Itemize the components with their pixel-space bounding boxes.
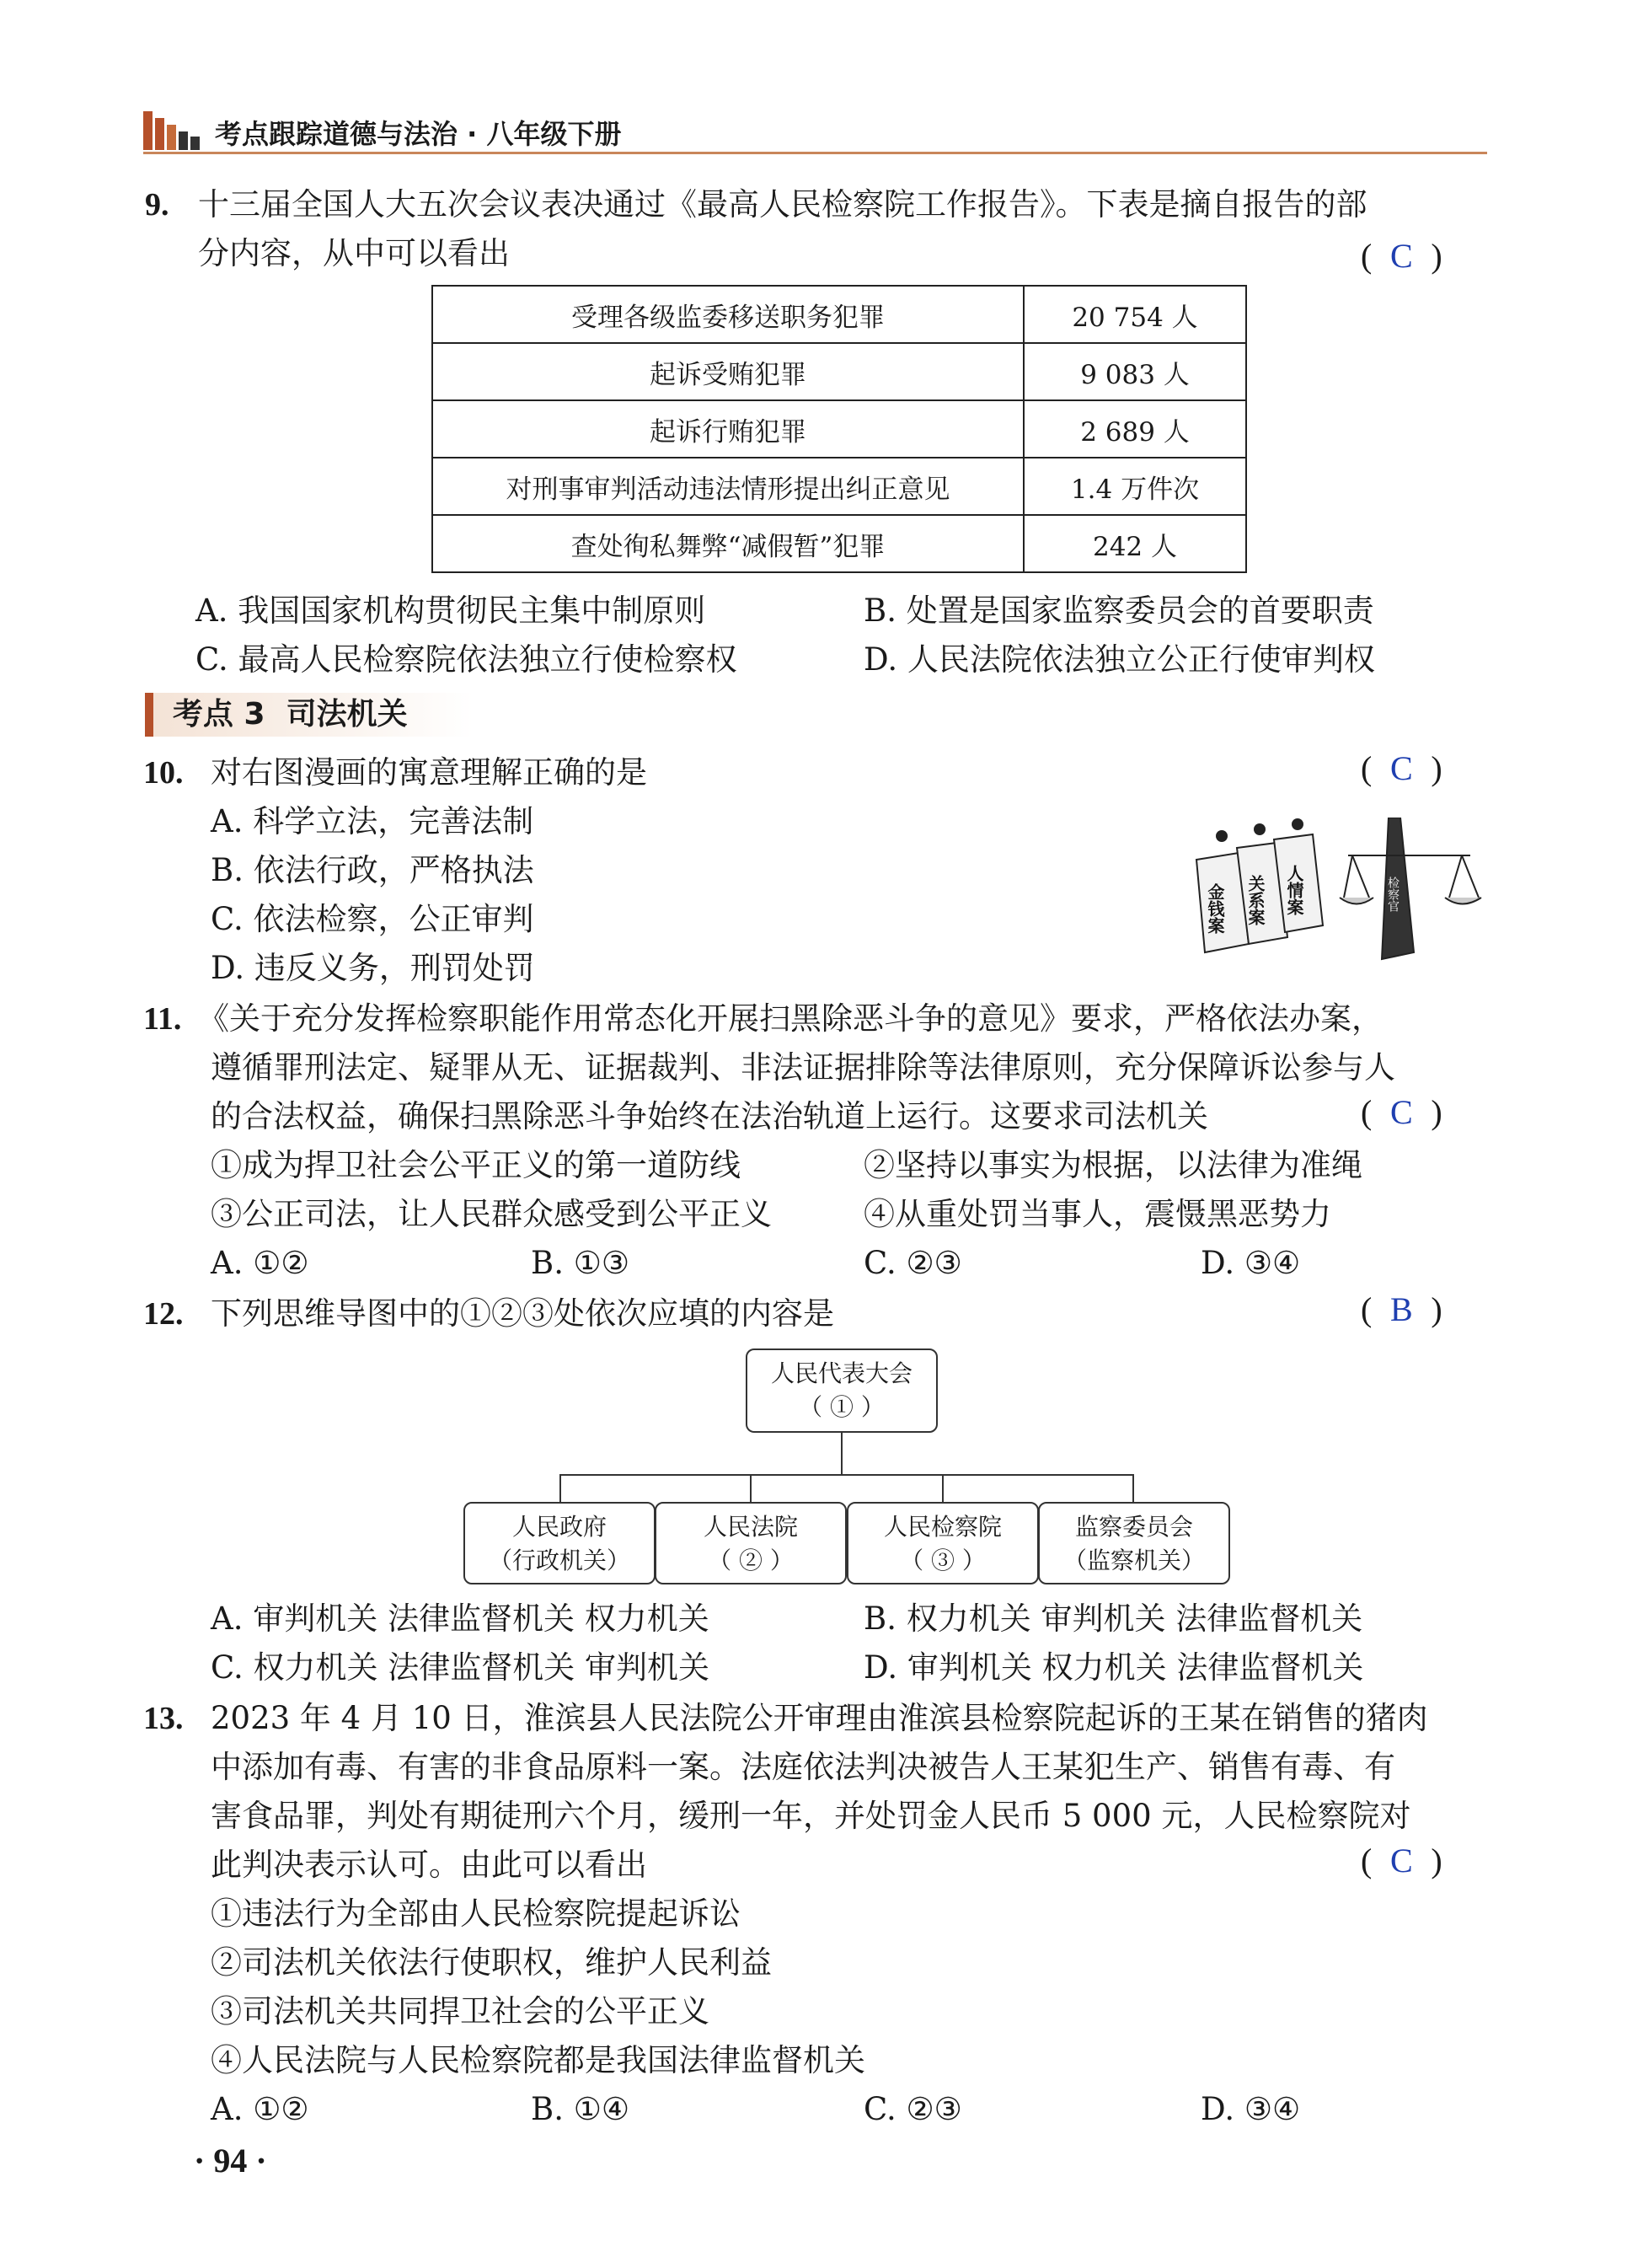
- q9-option-c: C. 最高人民检察院依法独立行使检察权: [195, 641, 737, 678]
- table-row: [432, 343, 1246, 400]
- q10-option-a: A. 科学立法，完善法制: [211, 803, 534, 839]
- q12-answer: ( B ): [1361, 1290, 1442, 1328]
- q9-number: 9.: [145, 187, 169, 223]
- table-cell-value: 242 人: [1024, 515, 1246, 572]
- q11-stem-line3: 的合法权益，确保扫黑除恶斗争始终在法治轨道上运行。这要求司法机关: [211, 1098, 1208, 1134]
- table-cell-item: 查处徇私舞弊“减假暂”犯罪: [432, 515, 1024, 572]
- table-cell-item: 起诉行贿犯罪: [432, 400, 1024, 458]
- q13-statement-1: ①违法行为全部由人民检察院提起诉讼: [211, 1895, 741, 1932]
- table-row: [432, 286, 1246, 343]
- q11-statement-3: ③公正司法，让人民群众感受到公平正义: [211, 1196, 772, 1232]
- mindmap-box-government: [463, 1502, 656, 1584]
- header-logo-icon: [143, 110, 202, 150]
- section-label: 考点 3 司法机关: [173, 697, 408, 732]
- table-cell-value: 9 083 人: [1024, 343, 1246, 400]
- q12-mindmap: [455, 1348, 1247, 1584]
- q13-stem-line2: 中添加有毒、有害的非食品原料一案。法庭依法判决被告人王某犯生产、销售有毒、有: [211, 1749, 1395, 1785]
- table-cell-item: 对刑事审判活动违法情形提出纠正意见: [432, 458, 1024, 515]
- mindmap-top-box: [746, 1348, 938, 1433]
- mindmap-box-supervision: [1038, 1502, 1230, 1584]
- q11-option-b: B. ①③: [531, 1245, 630, 1281]
- q11-number: 11.: [143, 1001, 182, 1037]
- q13-stem-line4: 此判决表示认可。由此可以看出: [211, 1847, 647, 1883]
- mindmap-box-label: 人民法院: [703, 1513, 798, 1541]
- q10-option-c: C. 依法检察，公正审判: [211, 901, 534, 937]
- cartoon-tag-1: 金钱案: [1205, 883, 1225, 934]
- q12-option-b: B. 权力机关 审判机关 法律监督机关: [864, 1600, 1363, 1637]
- q11-stem-line2: 遵循罪刑法定、疑罪从无、证据裁判、非法证据排除等法律原则，充分保障诉讼参与人: [211, 1049, 1395, 1086]
- mindmap-box-sub: （ ② ）: [708, 1547, 794, 1574]
- cartoon-figure-label: 检察官: [1386, 877, 1400, 912]
- q9-report-table: [431, 285, 1247, 573]
- mindmap-drop-3: [942, 1474, 944, 1502]
- q11-statement-1: ①成为捍卫社会公平正义的第一道防线: [211, 1147, 741, 1183]
- q13-statement-4: ④人民法院与人民检察院都是我国法律监督机关: [211, 2042, 865, 2078]
- q12-stem: 下列思维导图中的①②③处依次应填的内容是: [211, 1295, 834, 1332]
- mindmap-box-label: 人民检察院: [883, 1513, 1002, 1541]
- table-cell-item: 起诉受贿犯罪: [432, 343, 1024, 400]
- q13-answer: ( C ): [1361, 1842, 1442, 1879]
- header-title: 考点跟踪道德与法治 · 八年级下册: [215, 118, 622, 150]
- mindmap-box-sub: （ ③ ）: [900, 1547, 986, 1574]
- q10-cartoon-image: [1171, 818, 1491, 969]
- mindmap-drop-4: [1132, 1474, 1134, 1502]
- cartoon-tag-3: 人情案: [1284, 865, 1304, 915]
- mindmap-box-sub: （行政机关）: [488, 1547, 630, 1574]
- q13-option-a: A. ①②: [211, 2091, 309, 2127]
- q13-stem-line1: 2023 年 4 月 10 日，淮滨县人民法院公开审理由淮滨县检察院起诉的王某在销售的猪肉: [211, 1700, 1428, 1736]
- mindmap-box-court: [655, 1502, 847, 1584]
- q13-statement-2: ②司法机关依法行使职权，维护人民利益: [211, 1944, 772, 1981]
- table-row: [432, 400, 1246, 458]
- table-row: [432, 458, 1246, 515]
- q13-option-b: B. ①④: [531, 2091, 630, 2127]
- q12-option-c: C. 权力机关 法律监督机关 审判机关: [211, 1649, 710, 1686]
- mindmap-top-blank: （ ① ）: [799, 1393, 885, 1421]
- q9-stem-line2: 分内容，从中可以看出: [198, 235, 510, 271]
- table-cell-value: 1.4 万件次: [1024, 458, 1246, 515]
- table-cell-value: 2 689 人: [1024, 400, 1246, 458]
- q10-option-d: D. 违反义务，刑罚处罚: [211, 950, 535, 986]
- q13-stem-line3: 害食品罪，判处有期徒刑六个月，缓刑一年，并处罚金人民币 5 000 元，人民检察院对: [211, 1798, 1411, 1834]
- cartoon-tag-2: 关系案: [1245, 875, 1266, 925]
- table-cell-item: 受理各级监委移送职务犯罪: [432, 286, 1024, 343]
- mindmap-top-label: 人民代表大会: [770, 1359, 913, 1387]
- q11-option-a: A. ①②: [211, 1245, 309, 1281]
- q10-option-b: B. 依法行政，严格执法: [211, 852, 534, 888]
- q12-option-a: A. 审判机关 法律监督机关 权力机关: [211, 1600, 709, 1637]
- q11-statement-2: ②坚持以事实为根据，以法律为准绳: [864, 1147, 1362, 1183]
- q11-answer: ( C ): [1361, 1093, 1442, 1131]
- mindmap-box-label: 人民政府: [511, 1513, 607, 1541]
- q12-number: 12.: [143, 1296, 184, 1332]
- header-rule: [143, 152, 1487, 154]
- q9-stem-line1: 十三届全国人大五次会议表决通过《最高人民检察院工作报告》。下表是摘自报告的部: [198, 186, 1367, 223]
- q13-statement-3: ③司法机关共同捍卫社会的公平正义: [211, 1993, 709, 2029]
- mindmap-box-procuratorate: [847, 1502, 1039, 1584]
- table-row: [432, 515, 1246, 572]
- table-cell-value: 20 754 人: [1024, 286, 1246, 343]
- q13-option-d: D. ③④: [1201, 2091, 1301, 2127]
- mindmap-box-sub: （监察机关）: [1062, 1547, 1205, 1574]
- q9-option-b: B. 处置是国家监察委员会的首要职责: [864, 592, 1374, 629]
- q10-answer: ( C ): [1361, 749, 1442, 787]
- mindmap-drop-2: [750, 1474, 752, 1502]
- q13-option-c: C. ②③: [864, 2091, 962, 2127]
- mindmap-drop-1: [559, 1474, 561, 1502]
- mindmap-trunk-line: [841, 1433, 843, 1475]
- q9-answer: ( C ): [1361, 237, 1442, 275]
- section-marker: [145, 693, 153, 737]
- q12-option-d: D. 审判机关 权力机关 法律监督机关: [864, 1649, 1364, 1686]
- q11-option-c: C. ②③: [864, 1245, 962, 1281]
- q10-stem: 对右图漫画的寓意理解正确的是: [211, 754, 647, 791]
- q11-statement-4: ④从重处罚当事人，震慑黑恶势力: [864, 1196, 1331, 1232]
- q11-stem-line1: 《关于充分发挥检察职能作用常态化开展扫黑除恶斗争的意见》要求，严格依法办案，: [198, 1000, 1383, 1037]
- q9-option-a: A. 我国国家机构贯彻民主集中制原则: [195, 592, 706, 629]
- q11-option-d: D. ③④: [1201, 1245, 1301, 1281]
- mindmap-branch-line: [559, 1474, 1132, 1476]
- q13-number: 13.: [143, 1701, 184, 1736]
- q9-option-d: D. 人民法院依法独立公正行使审判权: [864, 641, 1375, 678]
- q10-number: 10.: [143, 755, 184, 791]
- page-number: · 94 ·: [194, 2142, 267, 2180]
- mindmap-box-label: 监察委员会: [1074, 1513, 1193, 1541]
